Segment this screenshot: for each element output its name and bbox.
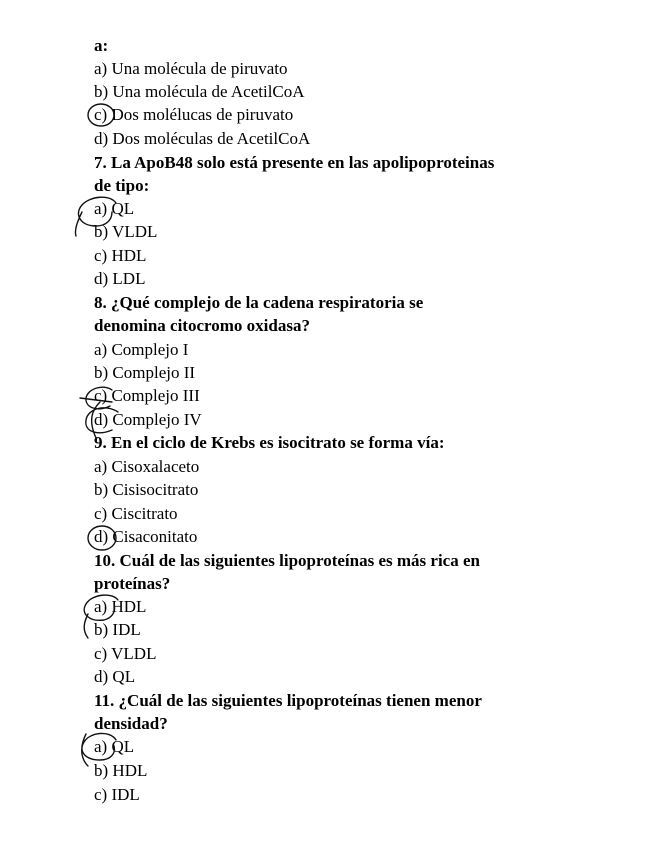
question-8-cont: denomina citocromo oxidasa?: [94, 316, 310, 335]
q9-option-b: b) Cisisocitrato: [94, 480, 199, 499]
q10-option-c: c) VLDL: [94, 644, 157, 663]
q7-option-c: c) HDL: [94, 246, 147, 265]
question-9: 9. En el ciclo de Krebs es isocitrato se forma vía:: [94, 433, 445, 452]
option-a: a) Una molécula de piruvato: [94, 59, 288, 78]
option-b: b) Una molécula de AcetilCoA: [94, 82, 305, 101]
option-d: d) Dos moléculas de AcetilCoA: [94, 129, 311, 148]
q9-option-a: a) Cisoxalaceto: [94, 457, 200, 476]
continued-question: a:: [94, 36, 109, 55]
question-11: 11. ¿Cuál de las siguientes lipoproteínas tienen menor: [94, 691, 482, 710]
question-8: 8. ¿Qué complejo de la cadena respiratoria se: [94, 293, 424, 312]
q10-option-d: d) QL: [94, 667, 136, 686]
q11-option-a: a) QL: [94, 737, 135, 756]
q7-option-a: a) QL: [94, 199, 135, 218]
q8-option-b: b) Complejo II: [94, 363, 196, 382]
q11-option-b: b) HDL: [94, 761, 148, 780]
question-10-cont: proteínas?: [94, 574, 171, 593]
q7-option-b: b) VLDL: [94, 222, 158, 241]
q10-option-b: b) IDL: [94, 620, 141, 639]
q10-option-a: a) HDL: [94, 597, 147, 616]
option-c: c) Dos molélucas de piruvato: [94, 105, 294, 124]
question-7-cont: de tipo:: [94, 176, 150, 195]
q7-option-d: d) LDL: [94, 269, 146, 288]
q8-option-c: c) Complejo III: [94, 386, 200, 405]
q8-option-d: d) Complejo IV: [94, 410, 202, 429]
question-11-cont: densidad?: [94, 714, 168, 733]
q11-option-c: c) IDL: [94, 785, 140, 804]
q9-option-c: c) Ciscitrato: [94, 504, 178, 523]
question-7: 7. La ApoB48 solo está presente en las apolipoproteinas: [94, 153, 495, 172]
q9-option-d: d) Cisaconitato: [94, 527, 198, 546]
q8-option-a: a) Complejo I: [94, 340, 189, 359]
question-10: 10. Cuál de las siguientes lipoproteínas es más rica en: [94, 551, 480, 570]
